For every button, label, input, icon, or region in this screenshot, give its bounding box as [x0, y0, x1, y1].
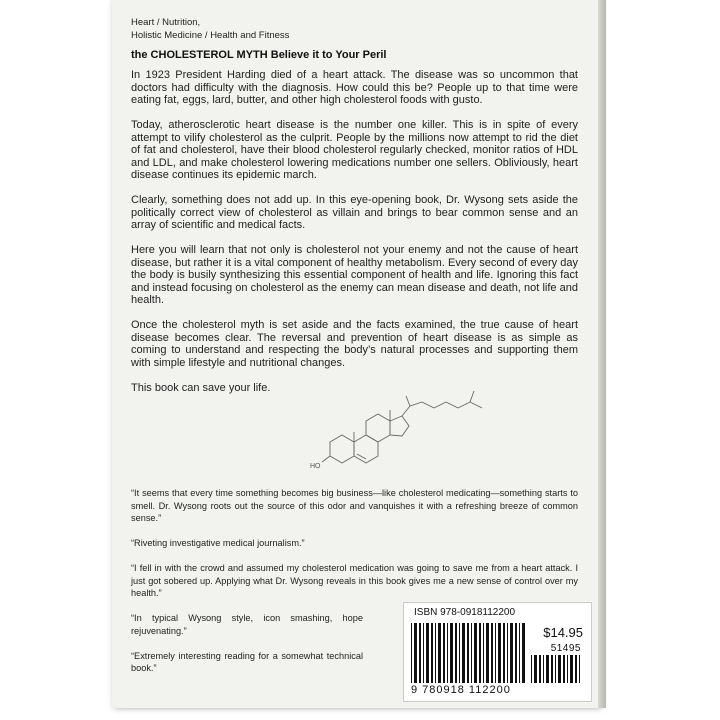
barcode-number: 9 780918 112200 — [411, 684, 511, 696]
price-label: $14.95 — [543, 625, 583, 640]
molecule-ho-label: HO — [310, 463, 321, 470]
description-text — [131, 69, 578, 407]
barcode-panel — [403, 602, 592, 702]
price-addon-number: 51495 — [550, 643, 581, 654]
category-label — [131, 16, 289, 42]
quote: “Riveting investigative medical journalism.” — [131, 538, 305, 548]
headline: the CHOLESTEROL MYTH Believe it to Your Peril — [131, 49, 387, 61]
book-spine-edge — [598, 0, 606, 708]
quote: “I fell in with the crowd and assumed my cholesterol medication was going to save me from a heart attack. I just got sobered up. Applying what Dr. Wysong reveals in this book gives me a new sense of control over my health.” — [131, 563, 578, 598]
paragraph: This book can save your life. — [131, 381, 271, 394]
isbn-label: ISBN 978-0918112200 — [414, 607, 516, 618]
paragraph: Today, atherosclerotic heart disease is the number one killer. This is in spite of every attempt to vilify cholesterol as the culprit. People by the millions now attempt to rid the diet of fat and cholesterol, have their blood cholesterol regularly checked, monitor ratios of HDL and LDL, and make cholesterol lowering medications number one sellers. Obliviously, heart disease continues its epidemic march. — [131, 119, 578, 181]
back-cover — [112, 0, 599, 708]
category-line-1: Heart / Nutrition, — [131, 17, 201, 28]
quote: “Extremely interesting reading for a somewhat technical book.” — [131, 650, 363, 673]
paragraph: In 1923 President Harding died of a heart attack. The disease was so uncommon that doctors had difficulty with the diagnosis. How could this be? People up to that time were eating fat, eggs, lard, butter, and other high cholesterol foods with gusto. — [131, 69, 578, 106]
addon-barcode-icon — [531, 655, 583, 683]
barcode-icon — [411, 623, 527, 683]
category-line-2: Holistic Medicine / Health and Fitness — [131, 30, 290, 41]
cholesterol-molecule-diagram — [310, 382, 535, 477]
paragraph: Once the cholesterol myth is set aside and the facts examined, the true cause of heart disease becomes clear. The reversal and prevention of heart disease is as simple as coming to understand and respecting the body’s natural processes and supporting them with simple lifestyle and nutritional changes. — [131, 319, 578, 369]
paragraph: Clearly, something does not add up. In this eye-opening book, Dr. Wysong sets aside the politically correct view of cholesterol as villain and brings to bear common sense and an array of scientific and medical facts. — [131, 194, 578, 231]
quote: “In typical Wysong style, icon smashing, hope rejuvenating.” — [131, 613, 363, 636]
paragraph: Here you will learn that not only is cholesterol not your enemy and not the cause of heart disease, but rather it is a vital component of healthy metabolism. Every second of every day the body is busily synthesizing this essential component of health and life. Ignoring this fact and instead focusing on cholesterol as the enemy can mean disease and death, not life and health. — [131, 244, 578, 306]
quote: “It seems that every time something becomes big business—like cholesterol medicating—something starts to smell. Dr. Wysong roots out the source of this odor and vanquishes it with a refreshing breeze of common sense.” — [131, 488, 578, 523]
